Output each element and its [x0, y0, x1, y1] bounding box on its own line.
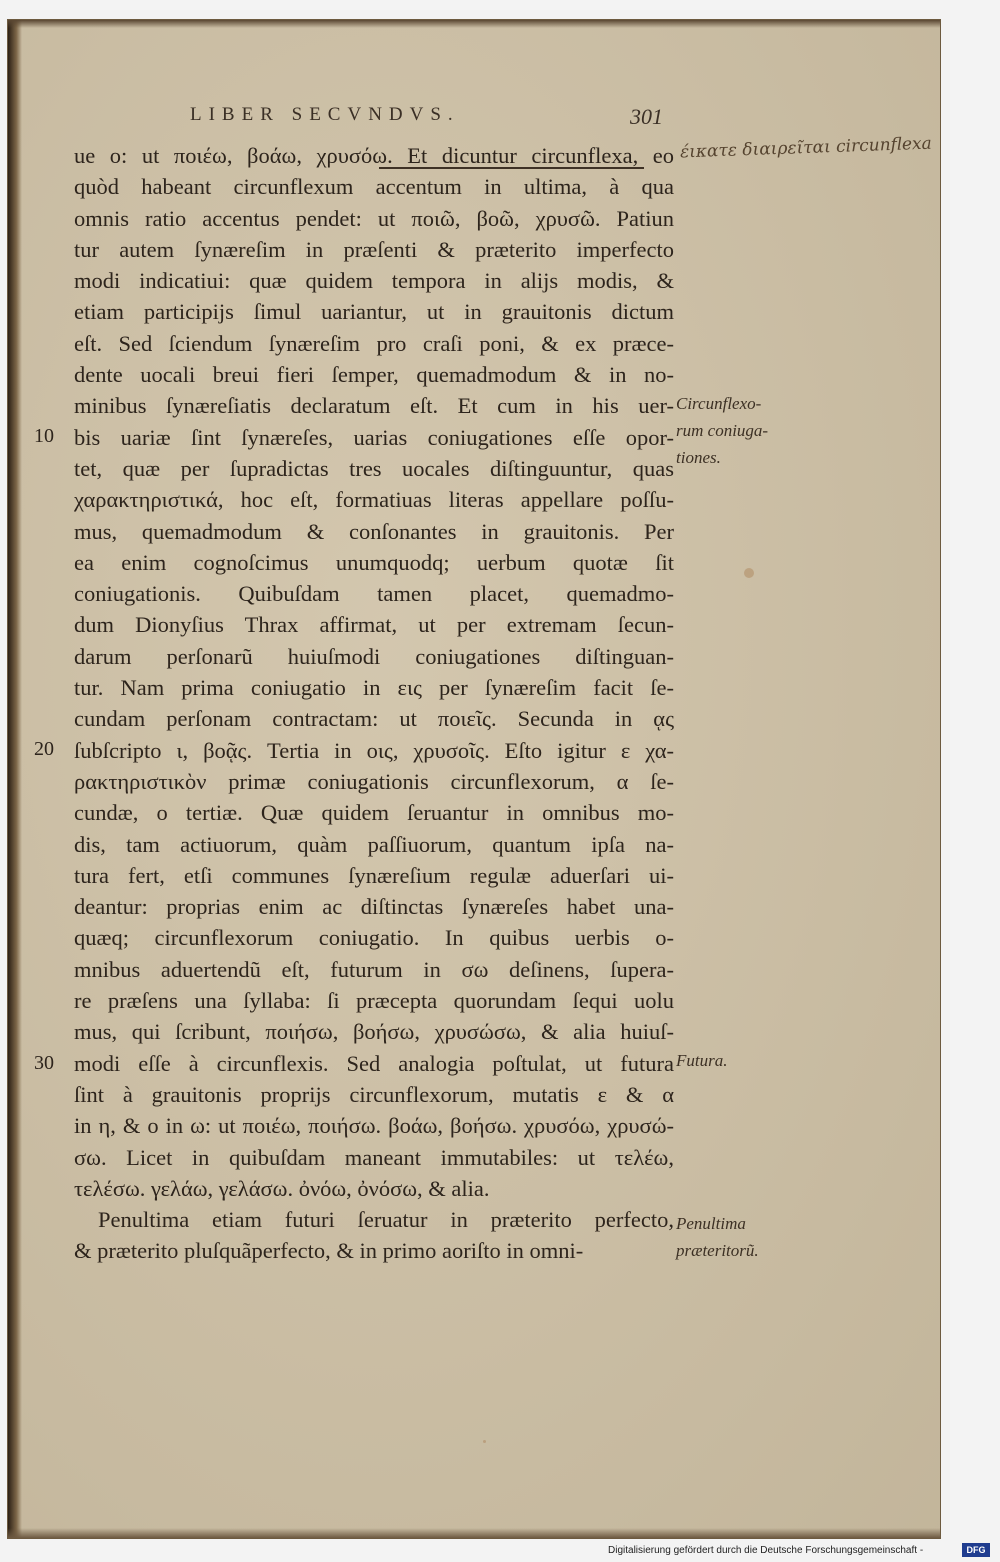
- text-line: Penultima etiam futuri ſeruatur in præterito perfecto,: [98, 1207, 674, 1233]
- text-line: re præſens una ſyllaba: ſi præcepta quorundam ſequi uolu: [74, 988, 674, 1014]
- marginal-note-penultima: [676, 1210, 759, 1264]
- marginal-note-line: Penultima: [676, 1214, 746, 1233]
- text-line: deantur: proprias enim ac diſtinctas ſynæreſes habet una-: [74, 894, 674, 920]
- handwritten-marginal-note: ɛ́ικατε διαιρεῖται circunflexa: [679, 133, 933, 163]
- text-line: omnis ratio accentus pendet: ut ποιῶ, βοῶ, χρυσῶ. Patiun: [74, 205, 674, 231]
- text-line: quòd habeant circunflexum accentum in ultima, à qua: [74, 174, 674, 200]
- text-line: eſt. Sed ſciendum ſynæreſim pro craſi poni, & ex præce-: [74, 330, 674, 356]
- text-line: modi eſſe à circunflexis. Sed analogia poſtulat, ut futura: [74, 1050, 674, 1076]
- marginal-note-line: Circunflexo-: [676, 394, 762, 413]
- text-line: τελέσω. γελάω, γελάσω. ὀνόω, ὀνόσω, & alia.: [74, 1175, 490, 1201]
- text-line: dente uocali breui fieri ſemper, quemadmodum & in no-: [74, 362, 674, 388]
- marginal-note-line: rum coniuga-: [676, 421, 769, 440]
- foxing-spot: [483, 1440, 486, 1443]
- foxing-spot: [744, 568, 754, 578]
- running-title: LIBER SECVNDVS.: [190, 104, 460, 125]
- dfg-logo: DFG: [962, 1543, 990, 1557]
- main-text-block: [74, 140, 674, 1267]
- text-line: bis uariæ ſint ſynæreſes, uarias coniugationes eſſe opor-: [74, 424, 674, 450]
- line-number-30: 30: [34, 1052, 54, 1074]
- marginal-note-line: præteritorũ.: [676, 1241, 759, 1260]
- text-line: minibus ſynæreſiatis declaratum eſt. Et cum in his uer-: [74, 393, 674, 419]
- text-line: darum perſonarũ huiuſmodi coniugationes diſtinguan-: [74, 643, 674, 669]
- text-line: σω. Licet in quibuſdam maneant immutabiles: ut τελέω,: [74, 1144, 674, 1170]
- text-line: cundam perſonam contractam: ut ποιεῖς. Secunda in ᾳς: [74, 706, 674, 732]
- text-line: ſint à grauitonis proprijs circunflexorum, mutatis ε & α: [74, 1081, 674, 1107]
- page-bottom-edge: [8, 1528, 940, 1538]
- page-binding-shadow: [8, 20, 22, 1538]
- text-line: ſubſcripto ι, βοᾷς. Tertia in οις, χρυσοῖς. Eſto igitur ε χα-: [74, 737, 674, 763]
- text-line: & præterito pluſquãperfecto, & in primo aoriſto in omni-: [74, 1238, 584, 1264]
- line-number-10: 10: [34, 425, 54, 447]
- text-line: tur. Nam prima coniugatio in εις per ſynæreſim facit ſe-: [74, 675, 674, 701]
- text-line: coniugationis. Quibuſdam tamen placet, quemadmo-: [74, 581, 674, 607]
- text-line: χαρακτηριστικά, hoc eſt, formatiuas literas appellare poſſu-: [74, 487, 674, 513]
- text-line: dis, tam actiuorum, quàm paſſiuorum, quantum ipſa na-: [74, 831, 674, 857]
- text-line: cundæ, ο tertiæ. Quæ quidem ſeruantur in omnibus mo-: [74, 800, 674, 826]
- text-line: mus, qui ſcribunt, ποιήσω, βοήσω, χρυσώσω, & alia huiuſ-: [74, 1019, 674, 1045]
- text-line: quæq; circunflexorum coniugatio. In quibus uerbis o-: [74, 925, 674, 951]
- marginal-note-line: tiones.: [676, 448, 721, 467]
- text-line: modi indicatiui: quæ quidem tempora in alijs modis, &: [74, 268, 674, 294]
- page-top-edge: [8, 20, 940, 28]
- marginal-note-futura: Futura.: [676, 1051, 728, 1070]
- text-line: tura fert, etſi communes ſynæreſium regulæ aduerſari ui-: [74, 862, 674, 888]
- text-line: mus, quemadmodum & conſonantes in grauitonis. Per: [74, 518, 674, 544]
- text-line: dum Dionyſius Thrax affirmat, ut per extremam ſecun-: [74, 612, 674, 638]
- text-line: ue o: ut ποιέω, βοάω, χρυσόω. Et dicuntur circunflexa, eo: [74, 143, 674, 168]
- digitization-credit: Digitalisierung gefördert durch die Deutsche Forschungsgemeinschaft -: [608, 1545, 924, 1556]
- text-line: ea enim cognoſcimus unumquodq; uerbum quotæ ſit: [74, 549, 674, 575]
- page-number: 301: [630, 104, 663, 129]
- line-number-20: 20: [34, 738, 54, 760]
- text-line: etiam participijs ſimul uariantur, ut in grauitonis dictum: [74, 299, 674, 325]
- text-line: ρακτηριστικὸν primæ coniugationis circunflexorum, α ſe-: [74, 768, 674, 794]
- text-line: tur autem ſynæreſim in præſenti & præterito imperfecto: [74, 236, 674, 262]
- text-line: in η, & ο in ω: ut ποιέω, ποιήσω. βοάω, βοήσω. χρυσόω, χρυσώ-: [74, 1113, 674, 1139]
- marginal-note-coniugationes: [676, 390, 768, 471]
- text-line: mnibus aduertendũ eſt, futurum in σω deſinens, ſupera-: [74, 956, 674, 982]
- text-line: tet, quæ per ſupradictas tres uocales diſtinguuntur, quas: [74, 455, 674, 481]
